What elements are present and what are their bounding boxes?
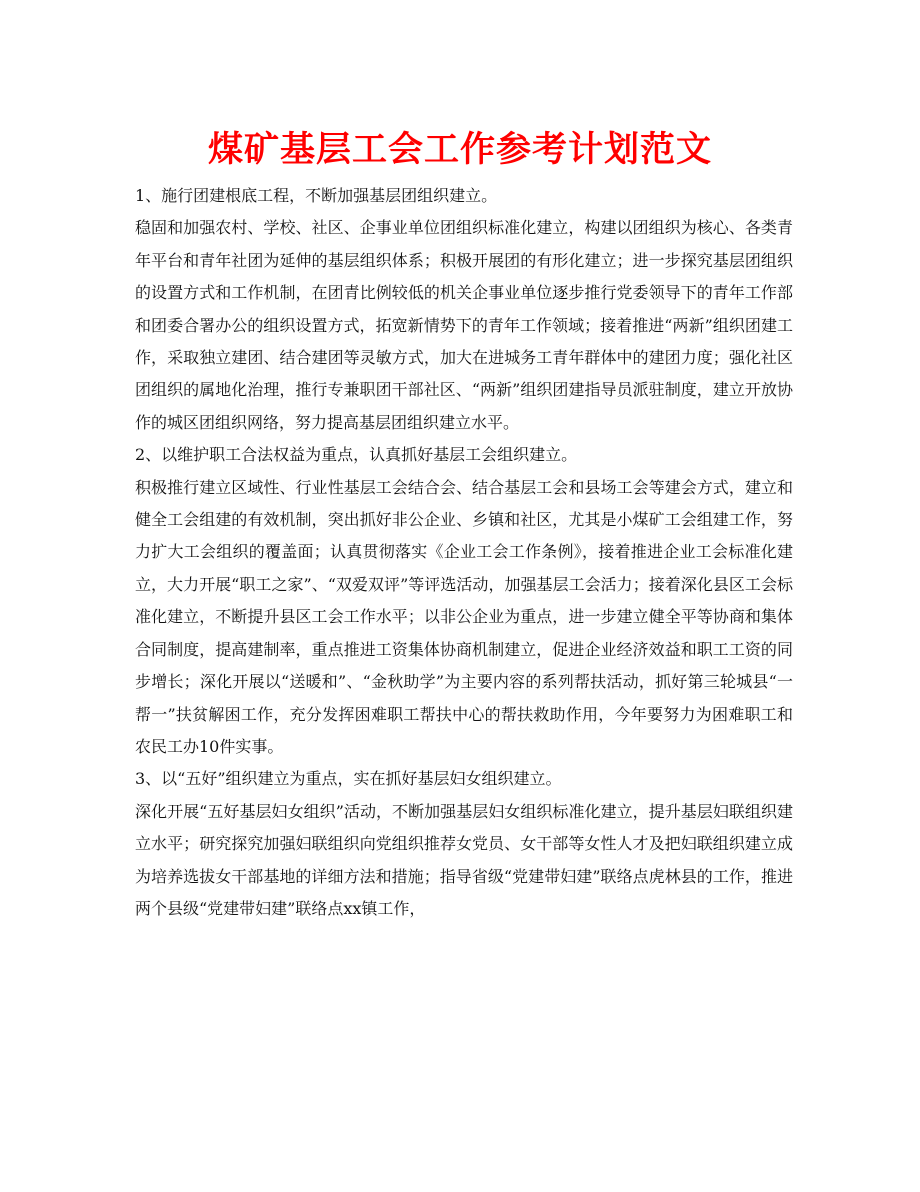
section-heading-3: 3、以“五好”组织建立为重点，实在抓好基层妇女组织建立。 — [135, 769, 562, 789]
document-title: 煤矿基层工会工作参考计划范文 — [207, 130, 712, 170]
body-paragraph-2: 积极推行建立区域性、行业性基层工会结合会、结合基层工会和县场工会等建会方式，建立和健全工会组建的有效机制，突出抓好非公企业、乡镇和社区，尤其是小煤矿工会组建工作，努力扩大工会组织的覆盖面；认真贯彻落实《企业工会工作条例》，接着推进企业工会标准化建立，大力开展“职工之家”、“双爱双评”等评选活动，加强基层工会活力；接着深化县区工会标准化建立，不断提升县区工会工作水平；以非公企业为重点，进一步建立健全平等协商和集体合同制度，提高建制率，重点推进工资集体协商机制建立，促进企业经济效益和职工工资的同步增长；深化开展以“送暖和”、“金秋助学”为主要内容的系列帮扶活动，抓好第三轮城县“一帮一”扶贫解困工作，充分发挥困难职工帮扶中心的帮扶救助作用，今年要努力为困难职工和农民工办10件实事。 — [135, 477, 793, 756]
body-paragraph-3: 深化开展“五好基层妇女组织”活动，不断加强基层妇女组织标准化建立，提升基层妇联组织建立水平；研究探究加强妇联组织向党组织推荐女党员、女干部等女性人才及把妇联组织建立成为培养选拔女干部基地的详细方法和措施；指导省级“党建带妇建”联络点虎林县的工作，推进两个县级“党建带妇建”联络点xx镇工作， — [135, 801, 793, 918]
document-body — [135, 180, 793, 925]
body-paragraph-1: 稳固和加强农村、学校、社区、企事业单位团组织标准化建立，构建以团组织为核心、各类青年平台和青年社团为延伸的基层组织体系；积极开展团的有形化建立；进一步探究基层团组织的设置方式和工作机制，在团青比例较低的机关企事业单位逐步推行党委领导下的青年工作部和团委合署办公的组织设置方式，拓宽新情势下的青年工作领域；接着推进“两新”组织团建工作，采取独立建团、结合建团等灵敏方式，加大在进城务工青年群体中的建团力度；强化社区团组织的属地化治理，推行专兼职团干部社区、“两新”组织团建指导员派驻制度，建立开放协作的城区团组织网络，努力提高基层团组织建立水平。 — [135, 218, 793, 432]
section-heading-1: 1、施行团建根底工程，不断加强基层团组织建立。 — [135, 186, 498, 205]
section-heading-2: 2、以维护职工合法权益为重点，认真抓好基层工会组织建立。 — [135, 445, 578, 465]
